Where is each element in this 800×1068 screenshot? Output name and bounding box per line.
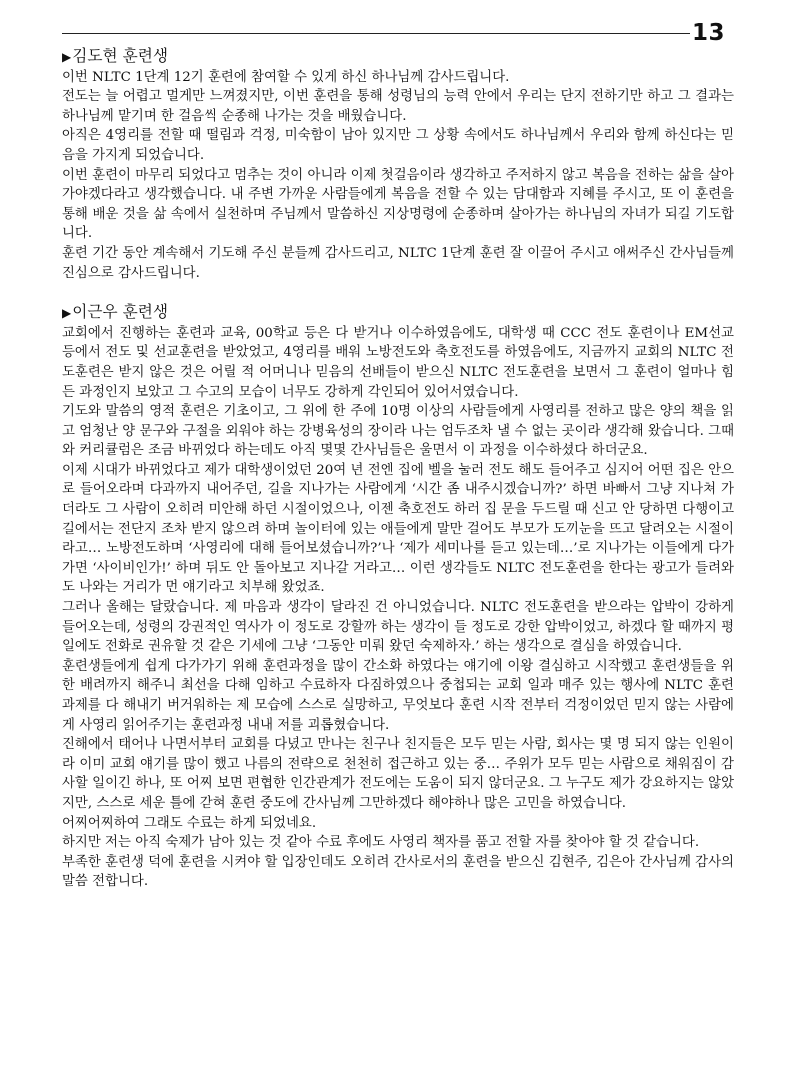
paragraph: 어찌어찌하여 그래도 수료는 하게 되었네요. (62, 815, 317, 831)
paragraph: 부족한 훈련생 덕에 훈련을 시켜야 할 입장인데도 오히려 간사로서의 훈련을 받으신 김현주, 김은아 간사님께 감사의 말씀 전합니다. (62, 854, 734, 890)
paragraph: 전도는 늘 어렵고 멀게만 느껴졌지만, 이번 훈련을 통해 성령님의 능력 안에서 우리는 단지 전하기만 하고 그 결과는 하나님께 맡기며 한 걸음씩 순종해 나가는 것을 배웠습니다. (62, 89, 734, 124)
testimony-section (62, 46, 734, 283)
section-heading (62, 302, 734, 324)
testimony-section (62, 302, 734, 892)
paragraph: 그러나 올해는 달랐습니다. 제 마음과 생각이 달라진 건 아니었습니다. NLTC 전도훈련을 받으라는 압박이 강하게 들어오는데, 성령의 강권적인 역사가 이 정도로 강할까 하는 생각이 들 정도로 강한 압박이었고, 하겠다 할 때까지 평일에도 전화로 권유할 것 같은 기세에 그냥 ‘그동안 미뤄 왔던 숙제하자.’ 하는 생각으로 결심을 하였습니다. (62, 600, 734, 655)
triangle-bullet-icon: ▶ (62, 306, 72, 321)
paragraph: 이제 시대가 바뀌었다고 제가 대학생이었던 20여 년 전엔 집에 벨을 눌러 전도 해도 들어주고 심지어 어떤 집은 안으로 들어오라며 다과까지 내어주던, 길을 지나가는 사람에게 ‘시간 좀 내주시겠습니까?’ 하면 바빠서 그냥 지나쳐 가더라도 그 사람이 오히려 미안해 하던 시절이었으나, 이젠 축호전도 하러 집 문을 두드릴 때 신고 안 당하면 다행이고 길에서는 전단지 조차 받지 않으려 하며 놀이터에 있는 애들에게 말만 걸어도 부모가 도끼눈을 뜨고 달려오는 시절이라고… 노방전도하며 ‘사영리에 대해 들어보셨습니까?’나 ‘제가 세미나를 듣고 있는데…’로 지나가는 이들에게 다가가면 ‘사이비인가!’ 하며 뒤도 안 돌아보고 지나갈 거라고… 이런 생각들도 NLTC 전도훈련을 한다는 광고가 들려와도 나와는 거리가 먼 얘기라고 치부해 왔었죠. (62, 462, 734, 596)
triangle-bullet-icon: ▶ (62, 50, 72, 64)
paragraph: 아직은 4영리를 전할 때 떨림과 걱정, 미숙함이 남아 있지만 그 상황 속에서도 하나님께서 우리와 함께 하신다는 믿음을 가지게 되었습니다. (62, 128, 734, 163)
section-heading (62, 46, 734, 68)
paragraph: 이번 NLTC 1단계 12기 훈련에 참여할 수 있게 하신 하나님께 감사드립니다. (62, 69, 510, 85)
section-title-text: 김도현 훈련생 (72, 46, 168, 65)
paragraph: 기도와 말씀의 영적 훈련은 기초이고, 그 위에 한 주에 10명 이상의 사람들에게 사영리를 전하고 많은 양의 책을 읽고 엄청난 양 문구와 구절을 외워야 하는 강병육성의 장이라 나는 엄두조차 낼 수 없는 곳이라 생각해 왔습니다. 그때와 커리큘럼은 조금 바뀌었다 하는데도 아직 몇몇 간사님들은 울면서 이 과정을 이수하셨다 하더군요. (62, 404, 734, 459)
paragraph: 훈련 기간 동안 계속해서 기도해 주신 분들께 감사드리고, NLTC 1단계 훈련 잘 이끌어 주시고 애써주신 간사님들께 진심으로 감사드립니다. (62, 245, 734, 281)
document-body (62, 46, 734, 892)
section-spacer (62, 283, 734, 302)
paragraph: 교회에서 진행하는 훈련과 교육, 00학교 등은 다 받거나 이수하였음에도, 대학생 때 CCC 전도 훈련이나 EM선교 등에서 전도 및 선교훈련을 받았었고, 4영리를 배워 노방전도와 축호전도를 하였음에도, 지금까지 교회의 NLTC 전도훈련은 받지 않은 것은 어릴 적 어머니나 믿음의 선배들이 받으신 NLTC 전도훈련을 보면서 그 훈련이 얼마나 힘든 과정인지 보았고 그 수고의 모습이 너무도 강하게 각인되어 있어서였습니다. (62, 325, 734, 400)
paragraph: 훈련생들에게 쉽게 다가가기 위해 훈련과정을 많이 간소화 하였다는 얘기에 이왕 결심하고 시작했고 훈련생들을 위한 배려까지 해주니 최선을 다해 임하고 수료하자 다짐하였으나 중첩되는 교회 일과 매주 있는 행사에 NLTC 훈련 과제를 다 해내기 버거워하는 제 모습에 스스로 실망하고, 무엇보다 훈련 시작 전부터 걱정이었던 믿지 않는 사람에게 사영리 읽어주기는 훈련과정 내내 저를 괴롭혔습니다. (62, 658, 734, 733)
paragraph: 진해에서 태어나 나면서부터 교회를 다녔고 만나는 친구나 친지들은 모두 믿는 사람, 회사는 몇 명 되지 않는 인원이라 이미 교회 얘기를 많이 했고 나름의 전략으로 천천히 접근하고 있는 중… 주위가 모두 믿는 사람으로 채워짐이 감사할 일이긴 하나, 또 어찌 보면 편협한 인간관계가 전도에는 도움이 되지 않더군요. 그 누구도 제가 강요하지는 않았지만, 스스로 세운 틀에 갇혀 훈련 중도에 간사님께 그만하겠다 해야하나 많은 고민을 하였습니다. (62, 737, 734, 811)
paragraph: 이번 훈련이 마무리 되었다고 멈추는 것이 아니라 이제 첫걸음이라 생각하고 주저하지 않고 복음을 전하는 삶을 살아가야겠다라고 생각했습니다. 내 주변 가까운 사람들에게 복음을 전할 수 있는 담대함과 지혜를 주시고, 또 이 훈련을 통해 배운 것을 삶 속에서 실천하며 주님께서 말씀하신 지상명령에 순종하며 살아가는 하나님의 자녀가 되길 기도합니다. (62, 167, 734, 242)
paragraph: 하지만 저는 아직 숙제가 남아 있는 것 같아 수료 후에도 사영리 책자를 품고 전할 자를 찾아야 할 것 같습니다. (62, 835, 700, 851)
header-rule (62, 33, 690, 34)
section-title-text: 이근우 훈련생 (72, 302, 168, 322)
page-number: 13 (692, 20, 726, 46)
